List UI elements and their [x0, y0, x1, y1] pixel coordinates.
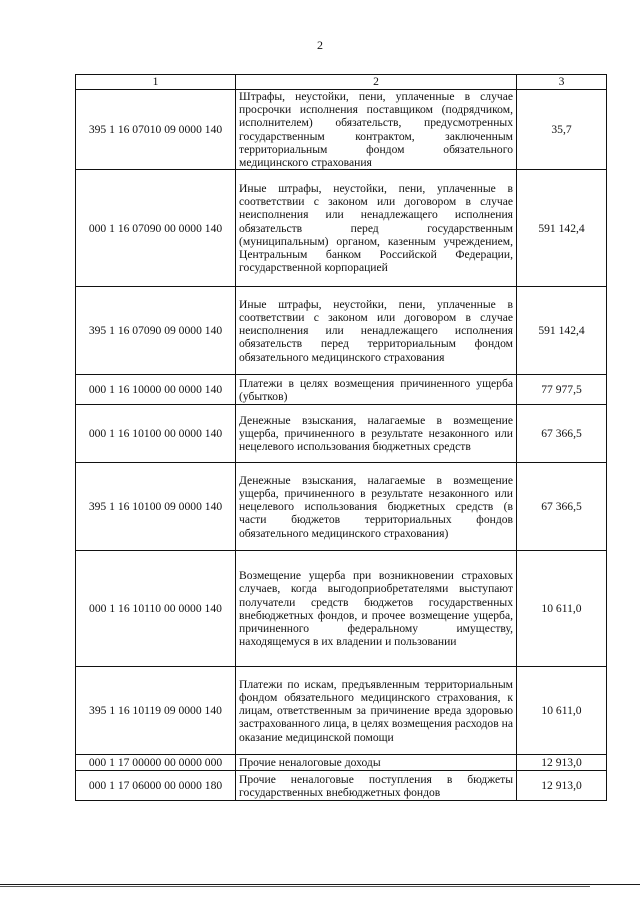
revenue-name-cell: Иные штрафы, неустойки, пени, уплаченные в соответствии с законом или договором в случае неисполнения или ненадлежащего исполнения обязательств перед государственным (муниципальным) органом, казенным учреждением, Центральным банком Российской Федерации, государственной корпорацией [236, 170, 517, 287]
budget-code-cell: 000 1 16 10000 00 0000 140 [76, 375, 236, 405]
revenue-name-cell: Платежи по искам, предъявленным территориальным фондом обязательного медицинского страхования, к лицам, ответственным за причинение вреда здоровью застрахованного лица, в целях возмещения расходов на оказание медицинской помощи [236, 667, 517, 755]
scan-edge-line [0, 884, 640, 885]
table-header-row [76, 75, 607, 90]
table-row [76, 170, 607, 287]
revenue-table [75, 74, 607, 801]
table-row [76, 463, 607, 551]
table-row [76, 667, 607, 755]
budget-code-cell: 000 1 16 10110 00 0000 140 [76, 551, 236, 667]
revenue-name-cell: Иные штрафы, неустойки, пени, уплаченные в соответствии с законом или договором в случае неисполнения или ненадлежащего исполнения обязательств перед территориальным фондом обязательного медицинского страхования [236, 287, 517, 375]
revenue-name-cell: Прочие неналоговые поступления в бюджеты государственных внебюджетных фондов [236, 771, 517, 801]
revenue-name-cell: Денежные взыскания, налагаемые в возмещение ущерба, причиненного в результате незаконного или нецелевого использования бюджетных средств [236, 405, 517, 463]
table-row [76, 375, 607, 405]
amount-cell: 591 142,4 [517, 170, 607, 287]
revenue-name-cell: Денежные взыскания, налагаемые в возмещение ущерба, причиненного в результате незаконного или нецелевого использования бюджетных средств (в части бюджетов территориальных фондов обязательного медицинского страхования) [236, 463, 517, 551]
scan-edge-line [0, 886, 590, 887]
table-row [76, 405, 607, 463]
amount-cell: 10 611,0 [517, 551, 607, 667]
revenue-name-cell: Возмещение ущерба при возникновении страховых случаев, когда выгодоприобретателями выступают получатели средств бюджетов государственных внебюджетных фондов, и прочее возмещение ущерба, причиненного федеральному имуществу, находящемуся в их владении и пользовании [236, 551, 517, 667]
budget-code-cell: 000 1 17 00000 00 0000 000 [76, 755, 236, 771]
budget-code-cell: 395 1 16 10100 09 0000 140 [76, 463, 236, 551]
column-header-code: 1 [76, 75, 236, 90]
amount-cell: 591 142,4 [517, 287, 607, 375]
budget-code-cell: 000 1 17 06000 00 0000 180 [76, 771, 236, 801]
budget-code-cell: 395 1 16 07090 09 0000 140 [76, 287, 236, 375]
revenue-name-cell: Прочие неналоговые доходы [236, 755, 517, 771]
table-row [76, 771, 607, 801]
amount-cell: 12 913,0 [517, 755, 607, 771]
amount-cell: 77 977,5 [517, 375, 607, 405]
revenue-name-cell: Штрафы, неустойки, пени, уплаченные в случае просрочки исполнения поставщиком (подрядчиком, исполнителем) обязательств, предусмотренных государственным контрактом, заключенным территориальным фондом обязательного медицинского страхования [236, 90, 517, 170]
column-header-amount: 3 [517, 75, 607, 90]
page-number: 2 [317, 38, 323, 52]
table-row [76, 755, 607, 771]
column-header-name: 2 [236, 75, 517, 90]
budget-code-cell: 000 1 16 10100 00 0000 140 [76, 405, 236, 463]
table-row [76, 287, 607, 375]
amount-cell: 67 366,5 [517, 405, 607, 463]
table-row [76, 551, 607, 667]
revenue-name-cell: Платежи в целях возмещения причиненного ущерба (убытков) [236, 375, 517, 405]
budget-code-cell: 395 1 16 07010 09 0000 140 [76, 90, 236, 170]
budget-code-cell: 000 1 16 07090 00 0000 140 [76, 170, 236, 287]
amount-cell: 67 366,5 [517, 463, 607, 551]
amount-cell: 35,7 [517, 90, 607, 170]
budget-code-cell: 395 1 16 10119 09 0000 140 [76, 667, 236, 755]
amount-cell: 12 913,0 [517, 771, 607, 801]
amount-cell: 10 611,0 [517, 667, 607, 755]
table-row [76, 90, 607, 170]
